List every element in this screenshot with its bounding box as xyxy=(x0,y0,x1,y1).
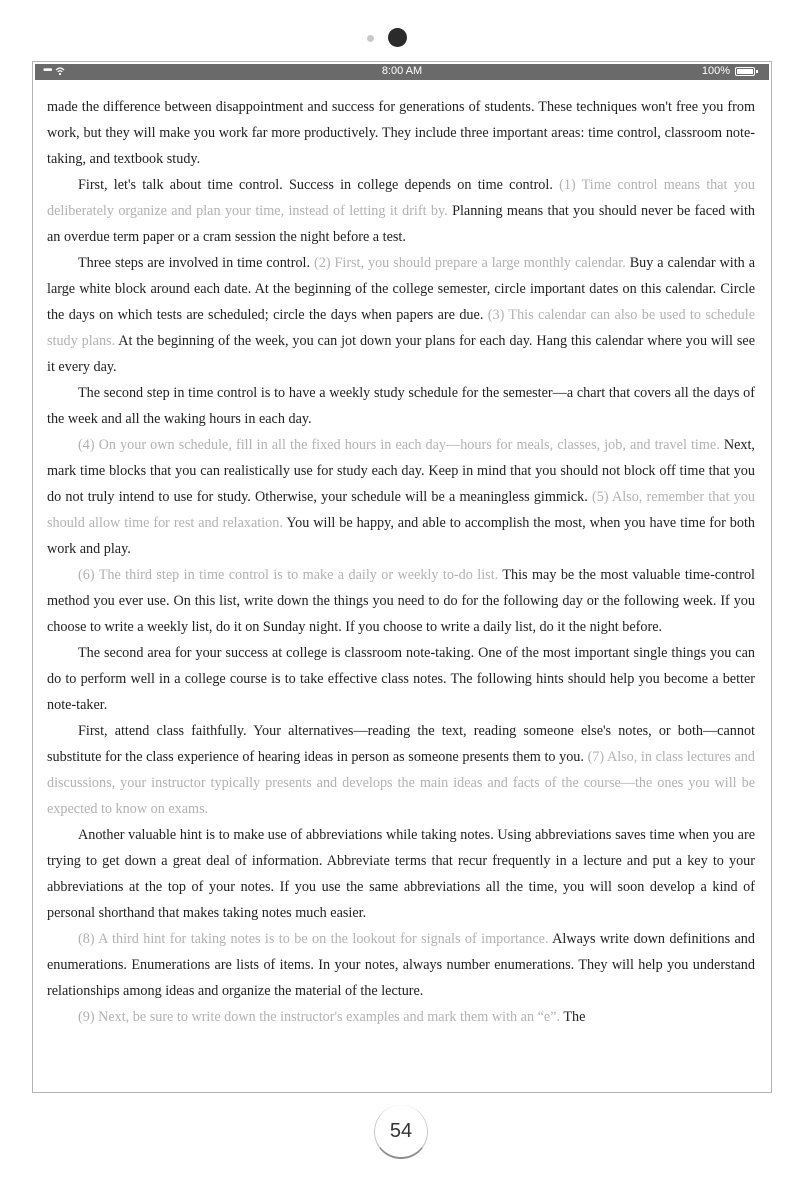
status-time: 8:00 AM xyxy=(381,65,423,77)
paragraph xyxy=(47,94,755,172)
text-segment: Buy a calendar with a large white block around each date. At the beginning of the college semester, circle important dates on this calendar. Circle the days on which tests are scheduled; circle the days when papers are due. xyxy=(47,255,755,323)
paragraph xyxy=(47,250,755,380)
text-segment: This may be the most valuable time-control method you ever use. On this list, write down the things you need to do for the following day or the following week. If you choose to write a weekly list, do it on Sunday night. If you choose to write a daily list, do it the night before. xyxy=(47,567,755,635)
numbered-sentence: (5) Also, remember that you should allow time for rest and relaxation. xyxy=(47,489,756,531)
text-segment: The second step in time control is to have a weekly study schedule for the semester—a chart that covers all the days of the week and all the waking hours in each day. xyxy=(47,385,755,427)
text-segment: At the beginning of the week, you can jot down your plans for each day. Hang this calendar where you will see it every day. xyxy=(47,333,755,375)
text-segment: First, attend class faithfully. Your alternatives—reading the text, reading someone else's notes, or both—cannot substitute for the class experience of hearing ideas in person as someone presents them to you. xyxy=(47,723,755,765)
paragraph xyxy=(47,718,755,822)
numbered-sentence: (4) On your own schedule, fill in all the fixed hours in each day—hours for meals, classes, job, and travel time. xyxy=(78,437,720,453)
battery-percent: 100% xyxy=(701,65,730,77)
paragraph xyxy=(47,432,755,562)
text-segment: First, let's talk about time control. Success in college depends on time control. xyxy=(78,177,560,193)
status-bar xyxy=(35,64,769,80)
numbered-sentence: (2) First, you should prepare a large monthly calendar. xyxy=(314,255,626,271)
paragraph xyxy=(47,822,755,926)
numbered-sentence: (8) A third hint for taking notes is to be on the lookout for signals of importance. xyxy=(78,931,549,947)
text-segment: Next, mark time blocks that you can realistically use for study each day. Keep in mind that you should not block off time that you do not truly intend to use for study. Otherwise, your schedule will be a meaningless gimmick. xyxy=(47,437,755,505)
page-number: 54 xyxy=(374,1105,428,1159)
paragraph xyxy=(47,172,755,250)
text-segment: Planning means that you should never be faced with an overdue term paper or a cram session the night before a test. xyxy=(47,203,755,245)
paragraph xyxy=(47,562,755,640)
paragraph xyxy=(47,926,755,1004)
text-segment: The xyxy=(560,1009,586,1025)
paragraph xyxy=(47,1004,755,1030)
numbered-sentence: (7) Also, in class lectures and discussions, your instructor typically presents and develops the main ideas and facts of the course—the ones you will be expected to know on exams. xyxy=(47,749,755,817)
camera-sensor-icon xyxy=(367,35,374,42)
text-segment: made the difference between disappointment and success for generations of students. These techniques won't free you from work, but they will make you work far more productively. They include three important areas: time control, classroom note-taking, and textbook study. xyxy=(47,99,755,167)
numbered-sentence: (1) Time control means that you deliberately organize and plan your time, instead of letting it drift by. xyxy=(47,177,755,219)
numbered-sentence: (3) This calendar can also be used to schedule study plans. xyxy=(47,307,755,349)
status-bar-right xyxy=(702,65,755,77)
reading-content xyxy=(47,94,755,1030)
device-screen xyxy=(32,61,772,1093)
text-segment: Another valuable hint is to make use of abbreviations while taking notes. Using abbreviations saves time when you are trying to get down a great deal of information. Abbreviate terms that recur frequently in a lecture and put a key to your abbreviations at the top of your notes. If you use the same abbreviations all the time, you will soon develop a kind of personal shorthand that makes taking notes much easier. xyxy=(47,827,755,921)
paragraph xyxy=(47,640,755,718)
text-segment: You will be happy, and able to accomplish the most, when you have time for both work and play. xyxy=(47,515,755,557)
text-segment: The second area for your success at college is classroom note-taking. One of the most important single things you can do to perform well in a college course is to take effective class notes. The following hints should help you become a better note-taker. xyxy=(47,645,755,713)
front-camera xyxy=(360,26,440,50)
signal-strength-icon: ••••• xyxy=(43,65,51,76)
numbered-sentence: (6) The third step in time control is to make a daily or weekly to-do list. xyxy=(78,567,499,583)
paragraph xyxy=(47,380,755,432)
numbered-sentence: (9) Next, be sure to write down the instructor's examples and mark them with an “e”. xyxy=(78,1009,561,1025)
text-segment: Always write down definitions and enumerations. Enumerations are lists of items. In your notes, always number enumerations. They will help you understand relationships among ideas and organize the material of the lecture. xyxy=(47,931,755,999)
camera-lens-icon xyxy=(388,28,407,47)
battery-icon xyxy=(735,67,755,76)
text-segment: Three steps are involved in time control. xyxy=(78,255,314,271)
